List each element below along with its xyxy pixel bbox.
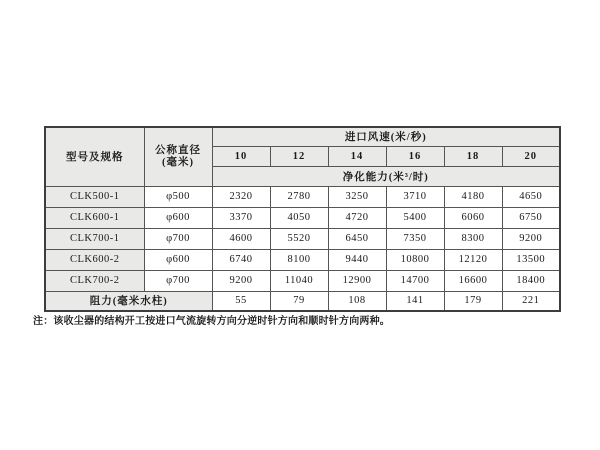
value-cell: 2320 — [212, 186, 270, 207]
header-nominal-diameter — [144, 127, 212, 186]
model-cell: CLK600-1 — [45, 207, 144, 228]
header-nominal-diameter-line2: (毫米) — [162, 156, 194, 168]
header-row-1 — [45, 127, 560, 146]
speed-col-header: 18 — [444, 146, 502, 166]
speed-col-header: 16 — [386, 146, 444, 166]
value-cell: 12120 — [444, 249, 502, 270]
table-row — [45, 228, 560, 249]
value-cell: 5520 — [270, 228, 328, 249]
diameter-cell: φ700 — [144, 228, 212, 249]
table-row — [45, 270, 560, 291]
value-cell: 9440 — [328, 249, 386, 270]
resistance-value: 141 — [386, 291, 444, 311]
value-cell: 3370 — [212, 207, 270, 228]
header-inlet-wind-speed: 进口风速(米/秒) — [212, 127, 560, 146]
value-cell: 4720 — [328, 207, 386, 228]
diameter-cell: φ700 — [144, 270, 212, 291]
resistance-value: 55 — [212, 291, 270, 311]
model-cell: CLK700-1 — [45, 228, 144, 249]
model-cell: CLK600-2 — [45, 249, 144, 270]
resistance-label: 阻力(毫米水柱) — [45, 291, 212, 311]
model-cell: CLK700-2 — [45, 270, 144, 291]
diameter-cell: φ600 — [144, 249, 212, 270]
value-cell: 10800 — [386, 249, 444, 270]
value-cell: 4180 — [444, 186, 502, 207]
resistance-row — [45, 291, 560, 311]
header-purification-capacity: 净化能力(米³/时) — [212, 166, 560, 186]
value-cell: 6740 — [212, 249, 270, 270]
value-cell: 6060 — [444, 207, 502, 228]
resistance-value: 79 — [270, 291, 328, 311]
speed-col-header: 20 — [502, 146, 560, 166]
resistance-value: 221 — [502, 291, 560, 311]
value-cell: 4600 — [212, 228, 270, 249]
value-cell: 13500 — [502, 249, 560, 270]
value-cell: 3710 — [386, 186, 444, 207]
table-row — [45, 249, 560, 270]
resistance-value: 179 — [444, 291, 502, 311]
header-nominal-diameter-line1: 公称直径 — [155, 144, 201, 156]
value-cell: 8300 — [444, 228, 502, 249]
value-cell: 4050 — [270, 207, 328, 228]
value-cell: 9200 — [212, 270, 270, 291]
speed-col-header: 14 — [328, 146, 386, 166]
table-row — [45, 186, 560, 207]
value-cell: 11040 — [270, 270, 328, 291]
diameter-cell: φ600 — [144, 207, 212, 228]
value-cell: 2780 — [270, 186, 328, 207]
value-cell: 4650 — [502, 186, 560, 207]
resistance-value: 108 — [328, 291, 386, 311]
value-cell: 12900 — [328, 270, 386, 291]
value-cell: 18400 — [502, 270, 560, 291]
footnote: 注：该收尘器的结构开工按进口气流旋转方向分逆时针方向和顺时针方向两种。 — [33, 316, 390, 327]
spec-table — [44, 126, 561, 312]
value-cell: 5400 — [386, 207, 444, 228]
table-row — [45, 207, 560, 228]
value-cell: 6450 — [328, 228, 386, 249]
value-cell: 14700 — [386, 270, 444, 291]
speed-col-header: 10 — [212, 146, 270, 166]
value-cell: 7350 — [386, 228, 444, 249]
header-model-spec: 型号及规格 — [45, 127, 144, 186]
speed-col-header: 12 — [270, 146, 328, 166]
diameter-cell: φ500 — [144, 186, 212, 207]
value-cell: 9200 — [502, 228, 560, 249]
value-cell: 3250 — [328, 186, 386, 207]
model-cell: CLK500-1 — [45, 186, 144, 207]
value-cell: 16600 — [444, 270, 502, 291]
value-cell: 6750 — [502, 207, 560, 228]
value-cell: 8100 — [270, 249, 328, 270]
